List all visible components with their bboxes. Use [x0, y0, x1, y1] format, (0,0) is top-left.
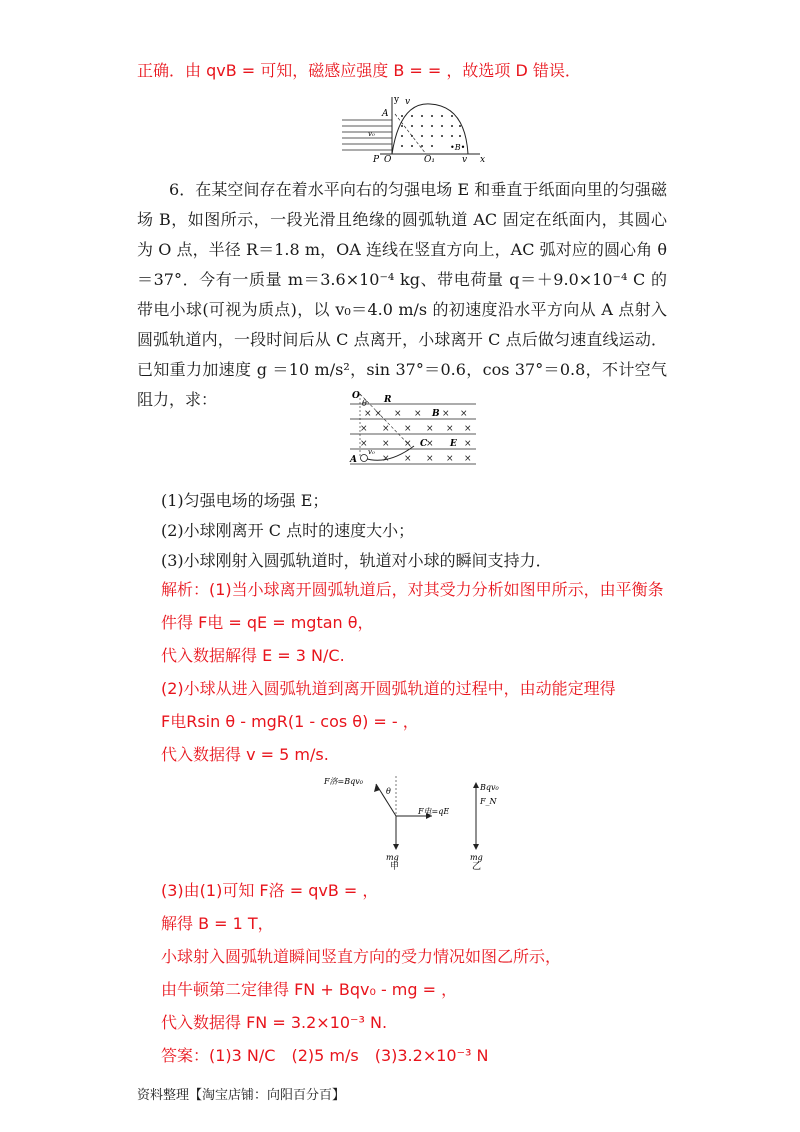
problem-text: 6．在某空间存在着水平向右的匀强电场 E 和垂直于纸面向里的匀强磁场 B，如图所示，一段光滑且绝缘的圆弧轨道 AC 固定在纸面内，其圆心为 O 点，半径 R＝1.8 m，OA 连线在竖直方向上，AC 弧对应的圆心角 θ＝37°．今有一质量 m＝3.6×10⁻⁴ kg、带电荷量 q＝＋9.0×10⁻⁴ C 的带电小球(可视为质点)，以 v₀＝4.0 m/s 的初速度沿水平方向从 A 点射入圆弧轨道内，一段时间后从 C 点离开，小球离开 C 点后做匀速直线运动．已知重力加速度 g ＝10 m/s²，sin 37°＝0.6，cos 37°＝0.8，不计空气阻力，求： — [137, 180, 667, 409]
svg-text:R: R — [384, 395, 392, 405]
svg-text:×: × — [426, 454, 434, 464]
svg-text:Bqv₀: Bqv₀ — [480, 783, 499, 792]
svg-text:A: A — [382, 109, 389, 119]
svg-text:×: × — [414, 409, 422, 419]
solution-line-5: F电Rsin θ - mgR(1 - cos θ) = - ， — [161, 712, 419, 731]
solution-line-6: 代入数据得 v = 5 m/s. — [161, 745, 329, 764]
solution-line-3: 代入数据解得 E = 3 N/C. — [161, 646, 345, 665]
solution2-line-3: 小球射入圆弧轨道瞬间竖直方向的受力情况如图乙所示， — [161, 947, 562, 966]
svg-text:F洛=Bqv₀: F洛=Bqv₀ — [324, 777, 363, 786]
svg-text:A: A — [350, 455, 357, 465]
solution2-line-1: (3)由(1)可知 F洛 = qvB = ， — [161, 881, 379, 900]
top-line: 正确．由 qvB = 可知，磁感应强度 B = = ，故选项 D 错误． — [137, 61, 581, 80]
svg-text:×: × — [426, 424, 434, 434]
answer-line: 答案：(1)3 N/C (2)5 m/s (3)3.2×10⁻³ N — [161, 1046, 489, 1065]
svg-text:×: × — [464, 424, 472, 434]
svg-text:E: E — [450, 439, 457, 449]
figure-magnetic-field — [340, 92, 490, 167]
svg-text:×: × — [460, 409, 468, 419]
svg-text:v: v — [405, 97, 411, 107]
svg-text:×: × — [464, 454, 472, 464]
svg-text:×: × — [404, 424, 412, 434]
svg-text:P: P — [373, 155, 380, 165]
svg-text:×: × — [446, 454, 454, 464]
question-3: (3)小球刚射入圆弧轨道时，轨道对小球的瞬间支持力． — [161, 551, 552, 570]
svg-text:O: O — [384, 155, 392, 165]
svg-text:× ×: × × — [364, 409, 382, 419]
svg-text:v₀: v₀ — [368, 130, 375, 138]
svg-text:•B•: •B• — [450, 143, 466, 152]
svg-text:×: × — [404, 454, 412, 464]
svg-text:O: O — [352, 391, 360, 401]
svg-text:乙: 乙 — [472, 862, 482, 870]
svg-text:F电=qE: F电=qE — [418, 807, 450, 816]
svg-text:×: × — [446, 424, 454, 434]
svg-text:O₁: O₁ — [424, 155, 435, 165]
svg-text:x: x — [480, 155, 486, 165]
svg-text:×: × — [394, 409, 402, 419]
figure-force-diagrams — [320, 770, 520, 870]
svg-text:×: × — [464, 439, 472, 449]
question-2: (2)小球刚离开 C 点时的速度大小； — [161, 521, 415, 540]
solution-line-2: 件得 F电 = qE = mgtan θ， — [161, 613, 374, 632]
svg-text:F_N: F_N — [480, 797, 497, 806]
svg-text:×: × — [360, 439, 368, 449]
svg-text:×: × — [442, 409, 450, 419]
svg-text:×: × — [404, 439, 412, 449]
svg-text:甲: 甲 — [390, 862, 400, 870]
svg-text:×: × — [382, 454, 390, 464]
solution2-line-2: 解得 B = 1 T， — [161, 914, 274, 933]
svg-text:×: × — [382, 424, 390, 434]
question-1: (1)匀强电场的场强 E； — [161, 491, 329, 510]
svg-text:θ: θ — [386, 787, 391, 796]
svg-text:×: × — [360, 424, 368, 434]
svg-text:×: × — [426, 439, 434, 449]
svg-text:θ: θ — [362, 399, 367, 408]
svg-text:B: B — [432, 409, 440, 419]
svg-text:v: v — [462, 155, 468, 165]
figure-arc-track — [342, 386, 480, 470]
svg-text:v₀: v₀ — [368, 448, 375, 456]
svg-text:mg: mg — [386, 853, 399, 862]
svg-text:×: × — [382, 439, 390, 449]
solution-line-4: (2)小球从进入圆弧轨道到离开圆弧轨道的过程中，由动能定理得 — [161, 679, 616, 698]
solution2-line-5: 代入数据得 FN = 3.2×10⁻³ N. — [161, 1013, 388, 1032]
solution2-line-4: 由牛顿第二定律得 FN + Bqv₀ - mg = ， — [161, 980, 458, 999]
fig1-y-label: y — [394, 95, 400, 105]
footer-text: 资料整理【淘宝店铺：向阳百分百】 — [137, 1088, 346, 1103]
svg-text:mg: mg — [470, 853, 483, 862]
solution-line-1: 解析：(1)当小球离开圆弧轨道后，对其受力分析如图甲所示，由平衡条 — [161, 580, 664, 599]
svg-text:C: C — [420, 439, 428, 449]
